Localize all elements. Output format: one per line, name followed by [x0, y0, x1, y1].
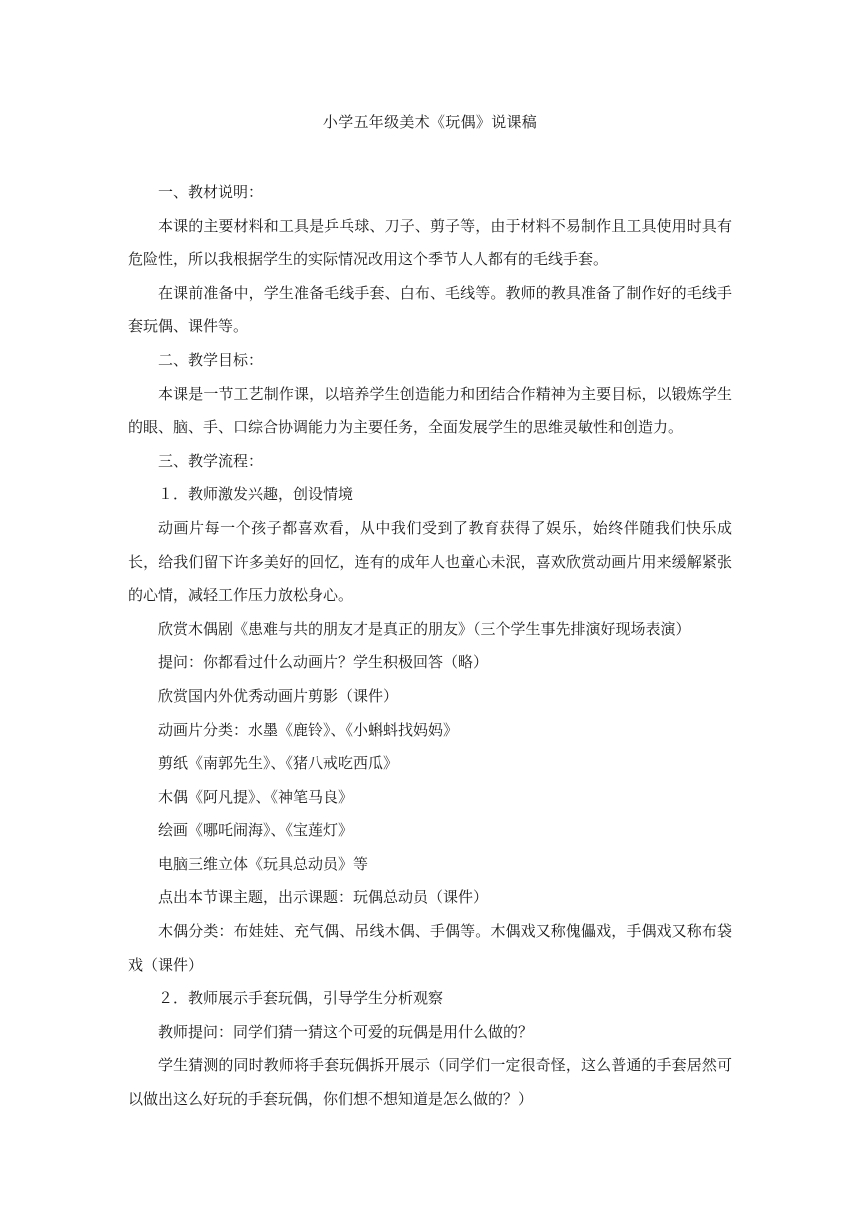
paragraph: 电脑三维立体《玩具总动员》等	[158, 854, 369, 873]
paragraph: 本课的主要材料和工具是乒乓球、刀子、剪子等，由于材料不易制作且工具使用时具有危险性，所以我根据学生的实际情况改用这个季节人人都有的毛线手套。	[128, 216, 732, 269]
document-title: 小学五年级美术《玩偶》说课稿	[322, 113, 538, 131]
subheading-step-1: １．教师激发兴趣，创设情境	[158, 485, 354, 504]
paragraph: 学生猜测的同时教师将手套玩偶拆开展示（同学们一定很奇怪，这么普通的手套居然可以做出这么好玩的手套玩偶，你们想不想知道是怎么做的？）	[128, 1056, 732, 1109]
section-heading-goals: 二、教学目标：	[158, 350, 264, 369]
paragraph: 在课前准备中，学生准备毛线手套、白布、毛线等。教师的教具准备了制作好的毛线手套玩偶、课件等。	[128, 283, 732, 336]
paragraph: 欣赏木偶剧《患难与共的朋友才是真正的朋友》（三个学生事先排演好现场表演）	[158, 619, 691, 638]
section-heading-process: 三、教学流程：	[158, 451, 264, 470]
paragraph: 木偶《阿凡提》、《神笔马良》	[158, 787, 354, 806]
document-body	[128, 176, 732, 1117]
paragraph: 动画片分类：水墨《鹿铃》、《小蝌蚪找妈妈》	[158, 720, 459, 739]
paragraph: 提问：你都看过什么动画片？学生积极回答（略）	[158, 653, 489, 672]
section-heading-materials: 一、教材说明：	[158, 183, 264, 201]
paragraph: 教师提问：同学们猜一猜这个可爱的玩偶是用什么做的？	[158, 1022, 534, 1041]
paragraph: 动画片每一个孩子都喜欢看，从中我们受到了教育获得了娱乐，始终伴随我们快乐成长，给我们留下许多美好的回忆，连有的成年人也童心未泯，喜欢欣赏动画片用来缓解紧张的心情，减轻工作压力放松身心。	[128, 518, 732, 605]
paragraph: 木偶分类：布娃娃、充气偶、吊线木偶、手偶等。木偶戏又称傀儡戏，手偶戏又称布袋戏（课件）	[128, 922, 732, 974]
paragraph: 本课是一节工艺制作课，以培养学生创造能力和团结合作精神为主要目标，以锻炼学生的眼、脑、手、口综合协调能力为主要任务，全面发展学生的思维灵敏性和创造力。	[128, 384, 732, 437]
paragraph: 剪纸《南郭先生》、《猪八戒吃西瓜》	[158, 754, 399, 773]
paragraph: 欣赏国内外优秀动画片剪影（课件）	[158, 686, 399, 705]
paragraph: 点出本节课主题，出示课题：玩偶总动员（课件）	[158, 888, 489, 907]
subheading-step-2: ２．教师展示手套玩偶，引导学生分析观察	[158, 989, 444, 1008]
paragraph: 绘画《哪吒闹海》、《宝莲灯》	[158, 821, 354, 840]
